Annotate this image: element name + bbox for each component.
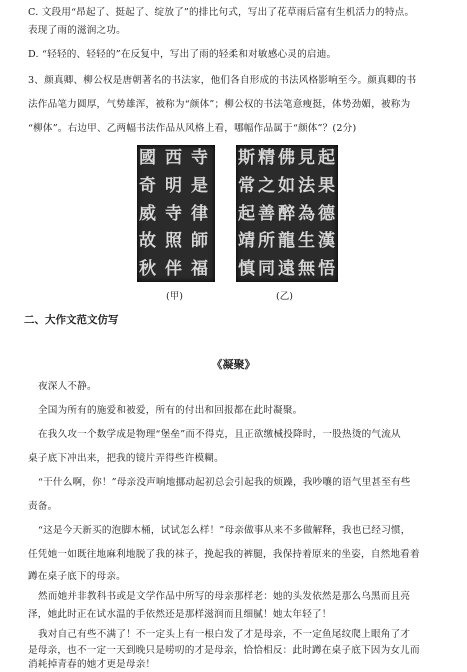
essay-paragraph-3-line-1: 在我久攻一个数学成是物理“堡垒”而不得克，且正欲缴械投降时，一股热烫的气流从	[38, 429, 401, 440]
calligraphy-glyph: 寺	[191, 148, 208, 168]
calligraphy-glyph: 醉	[278, 203, 295, 224]
calligraphy-glyph: 所	[258, 231, 275, 252]
calligraphy-column	[278, 149, 295, 278]
calligraphy-glyph: 龍	[278, 231, 295, 252]
calligraphy-column	[165, 149, 182, 278]
calligraphy-glyph: 秋	[139, 259, 156, 279]
question-3-line-1: 3、颜真卿、柳公权是唐朝著名的书法家，他们各自形成的书法风格影响至今。颜真卿的书	[28, 75, 417, 86]
calligraphy-glyph: 西	[165, 148, 182, 168]
calligraphy-glyph: 國	[139, 148, 156, 168]
calligraphy-glyph: 法	[298, 175, 315, 196]
calligraphy-glyph: 生	[298, 231, 315, 252]
calligraphy-glyph: 同	[258, 259, 275, 279]
calligraphy-glyph: 無	[298, 259, 315, 279]
caption-jia: (甲)	[166, 291, 183, 302]
calligraphy-column	[139, 149, 156, 278]
calligraphy-glyph: 精	[258, 148, 275, 168]
calligraphy-glyph: 奇	[139, 175, 156, 196]
essay-paragraph-7-line-2: 是母亲，也不一定一天到晚只是唠叨的才是母亲，恰恰相反：此时蹲在桌子底下因为女儿而	[28, 645, 420, 656]
calligraphy-glyph: 起	[238, 203, 255, 224]
option-c-line-1: C. 文段用“昂起了、挺起了、绽放了”的排比句式，写出了花草雨后富有生机活力的特点。	[28, 7, 415, 18]
calligraphy-glyph: 威	[139, 203, 156, 224]
question-3-line-3: “柳体”。右边甲、乙两幅书法作品从风格上看，哪幅作品属于“颜体”？(2分)	[28, 123, 357, 134]
calligraphy-glyph: 為	[298, 203, 315, 224]
caption-yi: (乙)	[276, 291, 293, 302]
calligraphy-glyph: 伴	[165, 259, 182, 279]
calligraphy-jia-image	[137, 145, 215, 282]
essay-paragraph-6-line-2: 泽，她此时正在试水温的手依然还是那样滋润而且细腻！她太年轻了！	[28, 609, 332, 620]
option-c-line-2: 表现了雨的滋润之功。	[28, 25, 126, 36]
essay-paragraph-7-line-1: 我对自己有些不满了！不一定头上有一根白发了才是母亲，不一定鱼尾纹爬上眼角了才	[38, 629, 411, 640]
calligraphy-glyph: 律	[191, 203, 208, 224]
calligraphy-glyph: 果	[318, 175, 335, 196]
calligraphy-glyph: 是	[191, 175, 208, 196]
calligraphy-glyph: 佛	[278, 148, 295, 168]
calligraphy-column	[318, 149, 335, 278]
calligraphy-glyph: 遠	[278, 259, 295, 279]
essay-paragraph-1: 夜深人不静。	[38, 381, 97, 392]
calligraphy-glyph: 師	[191, 231, 208, 252]
calligraphy-column	[191, 149, 208, 278]
calligraphy-glyph: 起	[318, 148, 335, 168]
calligraphy-column	[258, 149, 275, 278]
essay-paragraph-5-line-3: 蹲在桌子底下的母亲。	[28, 571, 126, 582]
calligraphy-glyph: 見	[298, 148, 315, 168]
question-3-line-2: 法作品笔力圆厚，气势雄浑，被称为“颜体”；柳公权的书法笔意瘦挺，体势劲媚，被称为	[28, 99, 411, 110]
essay-paragraph-2: 全国为所有的施爱和被爱，所有的付出和回报都在此时凝聚。	[38, 405, 303, 416]
essay-paragraph-3-line-2: 桌子底下冲出来，把我的镜片弄得些许模糊。	[28, 453, 224, 464]
calligraphy-glyph: 靖	[238, 231, 255, 252]
section-heading: 二、大作文范文仿写	[24, 314, 119, 326]
calligraphy-glyph: 慎	[238, 259, 255, 279]
calligraphy-glyph: 明	[165, 175, 182, 196]
calligraphy-column	[298, 149, 315, 278]
essay-paragraph-4-line-2: 责备。	[28, 501, 58, 512]
calligraphy-glyph: 善	[258, 203, 275, 224]
calligraphy-yi-image	[236, 145, 338, 282]
calligraphy-glyph: 之	[258, 175, 275, 196]
calligraphy-glyph: 照	[165, 231, 182, 252]
calligraphy-glyph: 德	[318, 203, 335, 224]
essay-paragraph-5-line-2: 任凭她一如既往地麻利地脱了我的袜子，挽起我的裤腿，我保持着原来的坐姿，自然地看着	[28, 549, 420, 560]
calligraphy-glyph: 寺	[165, 203, 182, 224]
essay-paragraph-5-line-1: “这是今天新买的泡脚木桶，试试怎么样！”母亲做事从来不多做解释，我也已经习惯，	[38, 525, 411, 536]
essay-paragraph-7-line-3: 消耗掉青春的她才更是母亲！	[28, 659, 156, 670]
option-d-line-1: D. “轻轻的、轻轻的”在反复中，写出了雨的轻柔和对敏感心灵的启迪。	[28, 49, 337, 60]
essay-title: 《凝聚》	[211, 358, 256, 371]
essay-paragraph-4-line-1: “干什么啊，你！”母亲没声响地挪动起初总会引起我的烦躁，我吵嚷的语气里甚至有些	[38, 477, 411, 488]
calligraphy-glyph: 故	[139, 231, 156, 252]
essay-paragraph-6-line-1: 然而她并非教科书或是文学作品中所写的母亲那样老：她的头发依然是那么乌黑而且亮	[38, 591, 411, 602]
calligraphy-glyph: 斯	[238, 148, 255, 168]
calligraphy-glyph: 漢	[318, 231, 335, 252]
calligraphy-column	[238, 149, 255, 278]
calligraphy-glyph: 如	[278, 175, 295, 196]
calligraphy-glyph: 常	[238, 175, 255, 196]
calligraphy-glyph: 悟	[318, 259, 335, 279]
calligraphy-glyph: 福	[191, 259, 208, 279]
